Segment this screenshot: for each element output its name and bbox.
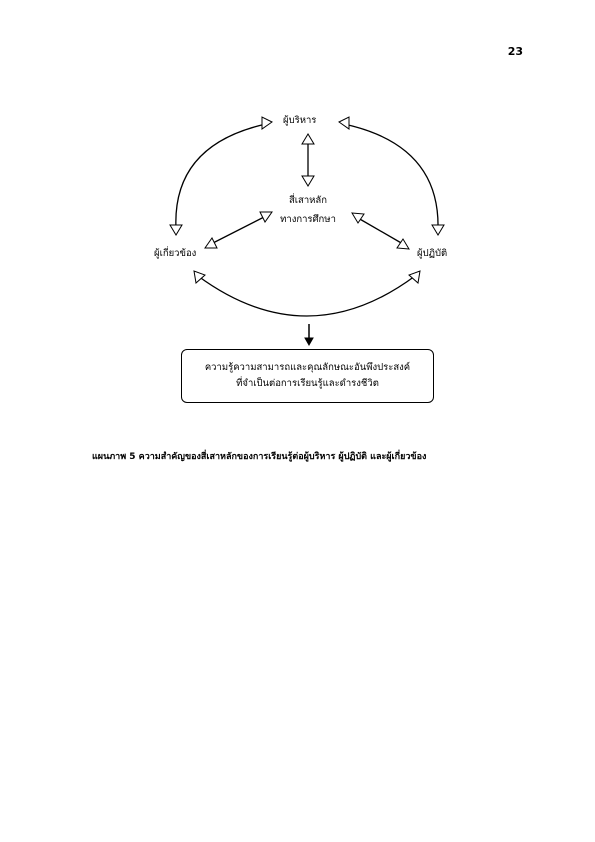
- arrowhead-to-outcome: [305, 338, 313, 345]
- node-four-pillars: [268, 191, 348, 229]
- outcome-box: [181, 349, 434, 403]
- node-four-pillars-line1: สี่เสาหลัก: [288, 195, 327, 206]
- outcome-line1: ความรู้ความสามารถและคุณลักษณะอันพึงประสงค์: [204, 362, 411, 373]
- node-four-pillars-line2: ทางการศึกษา: [280, 214, 336, 225]
- line-pillars-stakeholders: [211, 216, 266, 244]
- node-stakeholders: ผู้เกี่ยวข้อง: [154, 248, 197, 259]
- figure-caption: แผนภาพ 5 ความสำคัญของสี่เสาหลักของการเรียนรู้ต่อผู้บริหาร ผู้ปฏิบัติ และผู้เกี่ยวข้อง: [92, 452, 427, 462]
- node-practitioners: ผู้ปฏิบัติ: [417, 248, 448, 259]
- arrowhead-bottom-left: [194, 271, 205, 283]
- page-number: 23: [507, 45, 523, 58]
- outcome-line2: ที่จำเป็นต่อการเรียนรู้และดำรงชีวิต: [236, 378, 379, 389]
- arrowhead-vertical-up: [302, 134, 314, 144]
- line-pillars-practitioners: [358, 218, 403, 244]
- arrowhead-diag-right-bottom: [397, 239, 409, 249]
- arc-admin-stakeholders: [176, 124, 266, 229]
- arc-stakeholders-practitioners: [198, 276, 415, 316]
- arrowhead-diag-left-bottom: [205, 238, 217, 248]
- arrowhead-bottom-right: [409, 271, 420, 283]
- arrowhead-admin-right: [339, 117, 349, 129]
- arrowhead-stakeholders-top: [170, 225, 182, 235]
- arrowhead-vertical-down: [302, 176, 314, 186]
- arrowhead-admin-left: [262, 117, 272, 129]
- node-administrators: ผู้บริหาร: [283, 115, 317, 126]
- arrowhead-diag-right-top: [352, 213, 364, 223]
- arrowhead-practitioners-top: [432, 225, 444, 235]
